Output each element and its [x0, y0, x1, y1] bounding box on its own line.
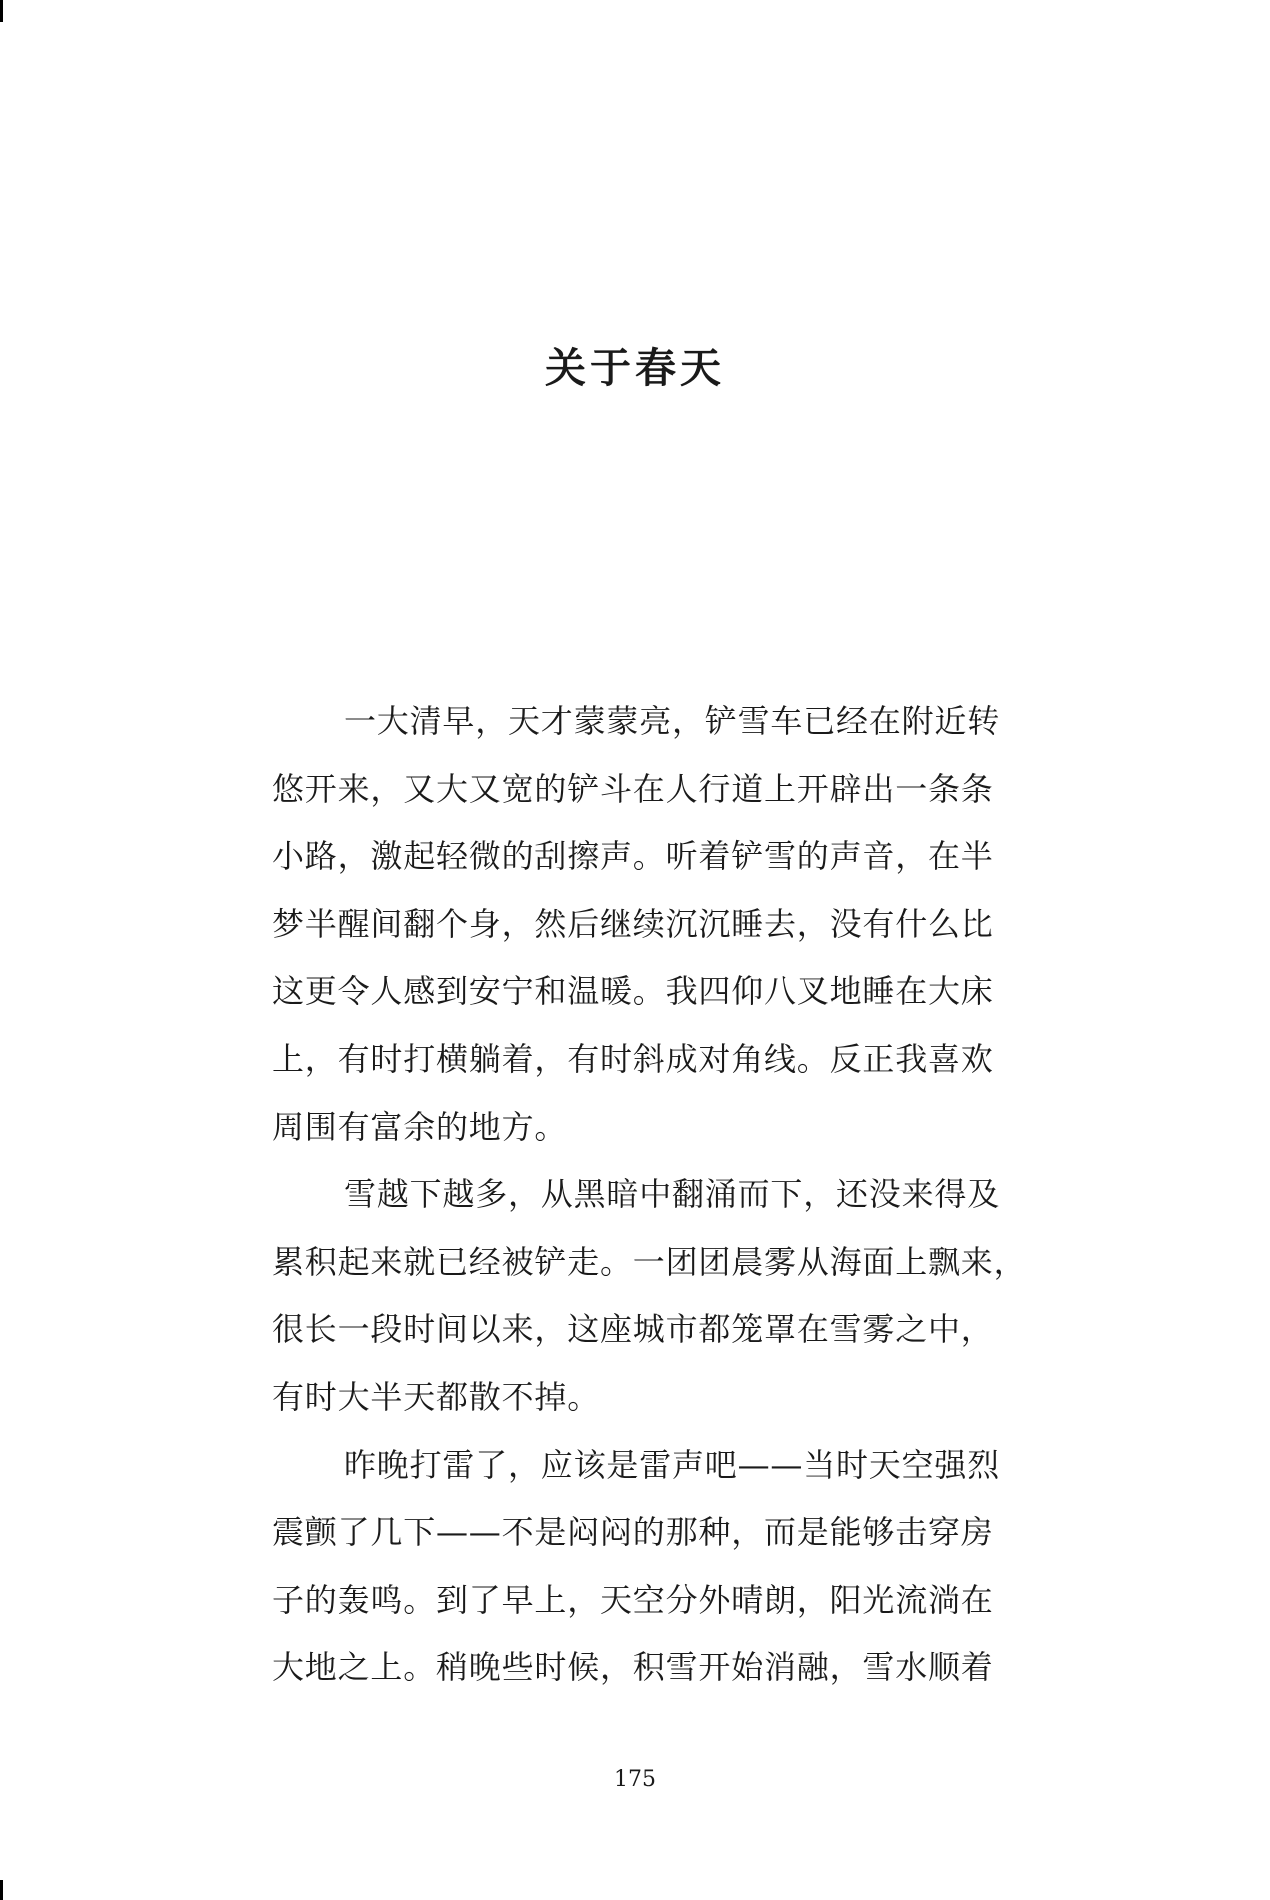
text-line: 子的轰鸣。到了早上，天空分外晴朗，阳光流淌在	[272, 1580, 994, 1619]
text-line: 雪越下越多，从黑暗中翻涌而下，还没来得及	[344, 1175, 1001, 1214]
paragraph-1	[272, 688, 1062, 1161]
page-number: 175	[614, 1767, 656, 1792]
text-line: 有时大半天都散不掉。	[272, 1377, 601, 1416]
text-line: 昨晚打雷了，应该是雷声吧——当时天空强烈	[344, 1445, 1001, 1484]
paragraph-2	[272, 1161, 1062, 1431]
chapter-title: 关于春天	[545, 344, 725, 392]
text-line: 这更令人感到安宁和温暖。我四仰八叉地睡在大床	[272, 972, 994, 1011]
text-line: 一大清早，天才蒙蒙亮，铲雪车已经在附近转	[344, 702, 1001, 740]
text-line: 震颤了几下——不是闷闷的那种，而是能够击穿房	[272, 1513, 994, 1552]
text-line: 上，有时打横躺着，有时斜成对角线。反正我喜欢	[272, 1039, 994, 1078]
crop-mark-bottom	[0, 1880, 3, 1900]
paragraph-3	[272, 1432, 1062, 1702]
crop-mark-top	[0, 0, 3, 22]
text-line: 周围有富余的地方。	[272, 1107, 568, 1146]
text-line: 大地之上。稍晚些时候，积雪开始消融，雪水顺着	[272, 1648, 994, 1687]
text-line: 小路，激起轻微的刮擦声。听着铲雪的声音，在半	[272, 837, 994, 876]
text-line: 很长一段时间以来，这座城市都笼罩在雪雾之中，	[272, 1310, 994, 1349]
body-text	[272, 688, 1062, 1702]
text-line: 累积起来就已经被铲走。一团团晨雾从海面上飘来，	[272, 1242, 1027, 1281]
text-line: 梦半醒间翻个身，然后继续沉沉睡去，没有什么比	[272, 904, 994, 943]
text-line: 悠开来，又大又宽的铲斗在人行道上开辟出一条条	[272, 769, 994, 808]
